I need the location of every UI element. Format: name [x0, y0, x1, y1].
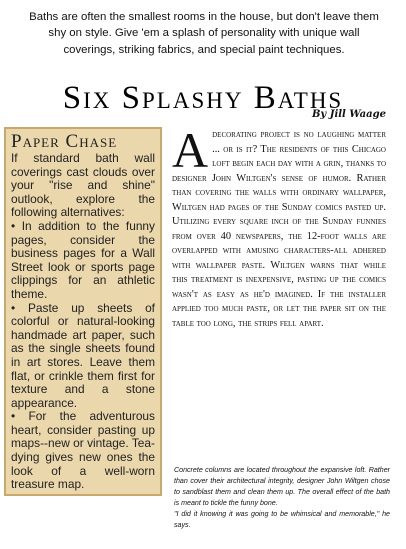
sidebar-body	[11, 152, 155, 492]
sidebar-item: • For the adventurous heart, consider pasting up maps--new or vintage. Tea-dying gives new ones the look of a well-worn treasure map.	[11, 409, 155, 492]
page-title: Six Splashy Baths	[62, 80, 344, 117]
intro-paragraph: Baths are often the smallest rooms in the house, but don't leave them shy on style. Give 'em a splash of personality with unique wall coverings, striking fabrics, and special paint techniques.	[29, 11, 379, 56]
sidebar-item: • In addition to the funny pages, consider the business pages for a Wall Street look or sports page clippings for an athletic theme.	[11, 218, 155, 301]
sidebar-item: • Paste up sheets of colorful or natural-looking handmade art paper, such as the single sheets found in art stores. Leave them flat, or crinkle them first for texture and a stone appearance.	[11, 300, 155, 410]
photo-caption	[174, 465, 390, 531]
sidebar-intro: If standard bath wall coverings cast clouds over your "rise and shine" outlook, explore the following alternatives:	[11, 151, 155, 220]
byline: By Jill Waage	[311, 109, 386, 120]
caption-quote: "I did it knowing it was going to be whimsical and memorable," he says.	[174, 510, 390, 529]
drop-cap: A	[172, 128, 209, 178]
article-body	[172, 128, 386, 468]
sidebar-title: Paper Chase	[11, 131, 118, 152]
sidebar-box	[4, 127, 162, 496]
caption-text: Concrete columns are located throughout the expansive loft. Rather than cover their architectural integrity, designer John Wiltgen chose to sandblast them and clean them up. The overall effect of the bath is meant to tickle the funny bone.	[174, 466, 390, 507]
article-text: decorating project is no laughing matter ... or is it? The residents of this Chicago loft begin each day with a grin, thanks to designer John Wiltgen's sense of humor. Rather than covering the walls with ordinary wallpaper, Wiltgen had pages of the Sunday comics pasted up. Utilizing every square inch of the Sunday funnies from over 40 newspapers, the 12-foot walls are overlapped with amusing characters-all adhered with wallpaper paste. Wiltgen warns that while this treatment is inexpensive, pasting up the comics wasn't as easy as he'd imagined. If the installer applied too much paste, or let the paper sit on the table too long, the strips fell apart.	[172, 129, 386, 329]
